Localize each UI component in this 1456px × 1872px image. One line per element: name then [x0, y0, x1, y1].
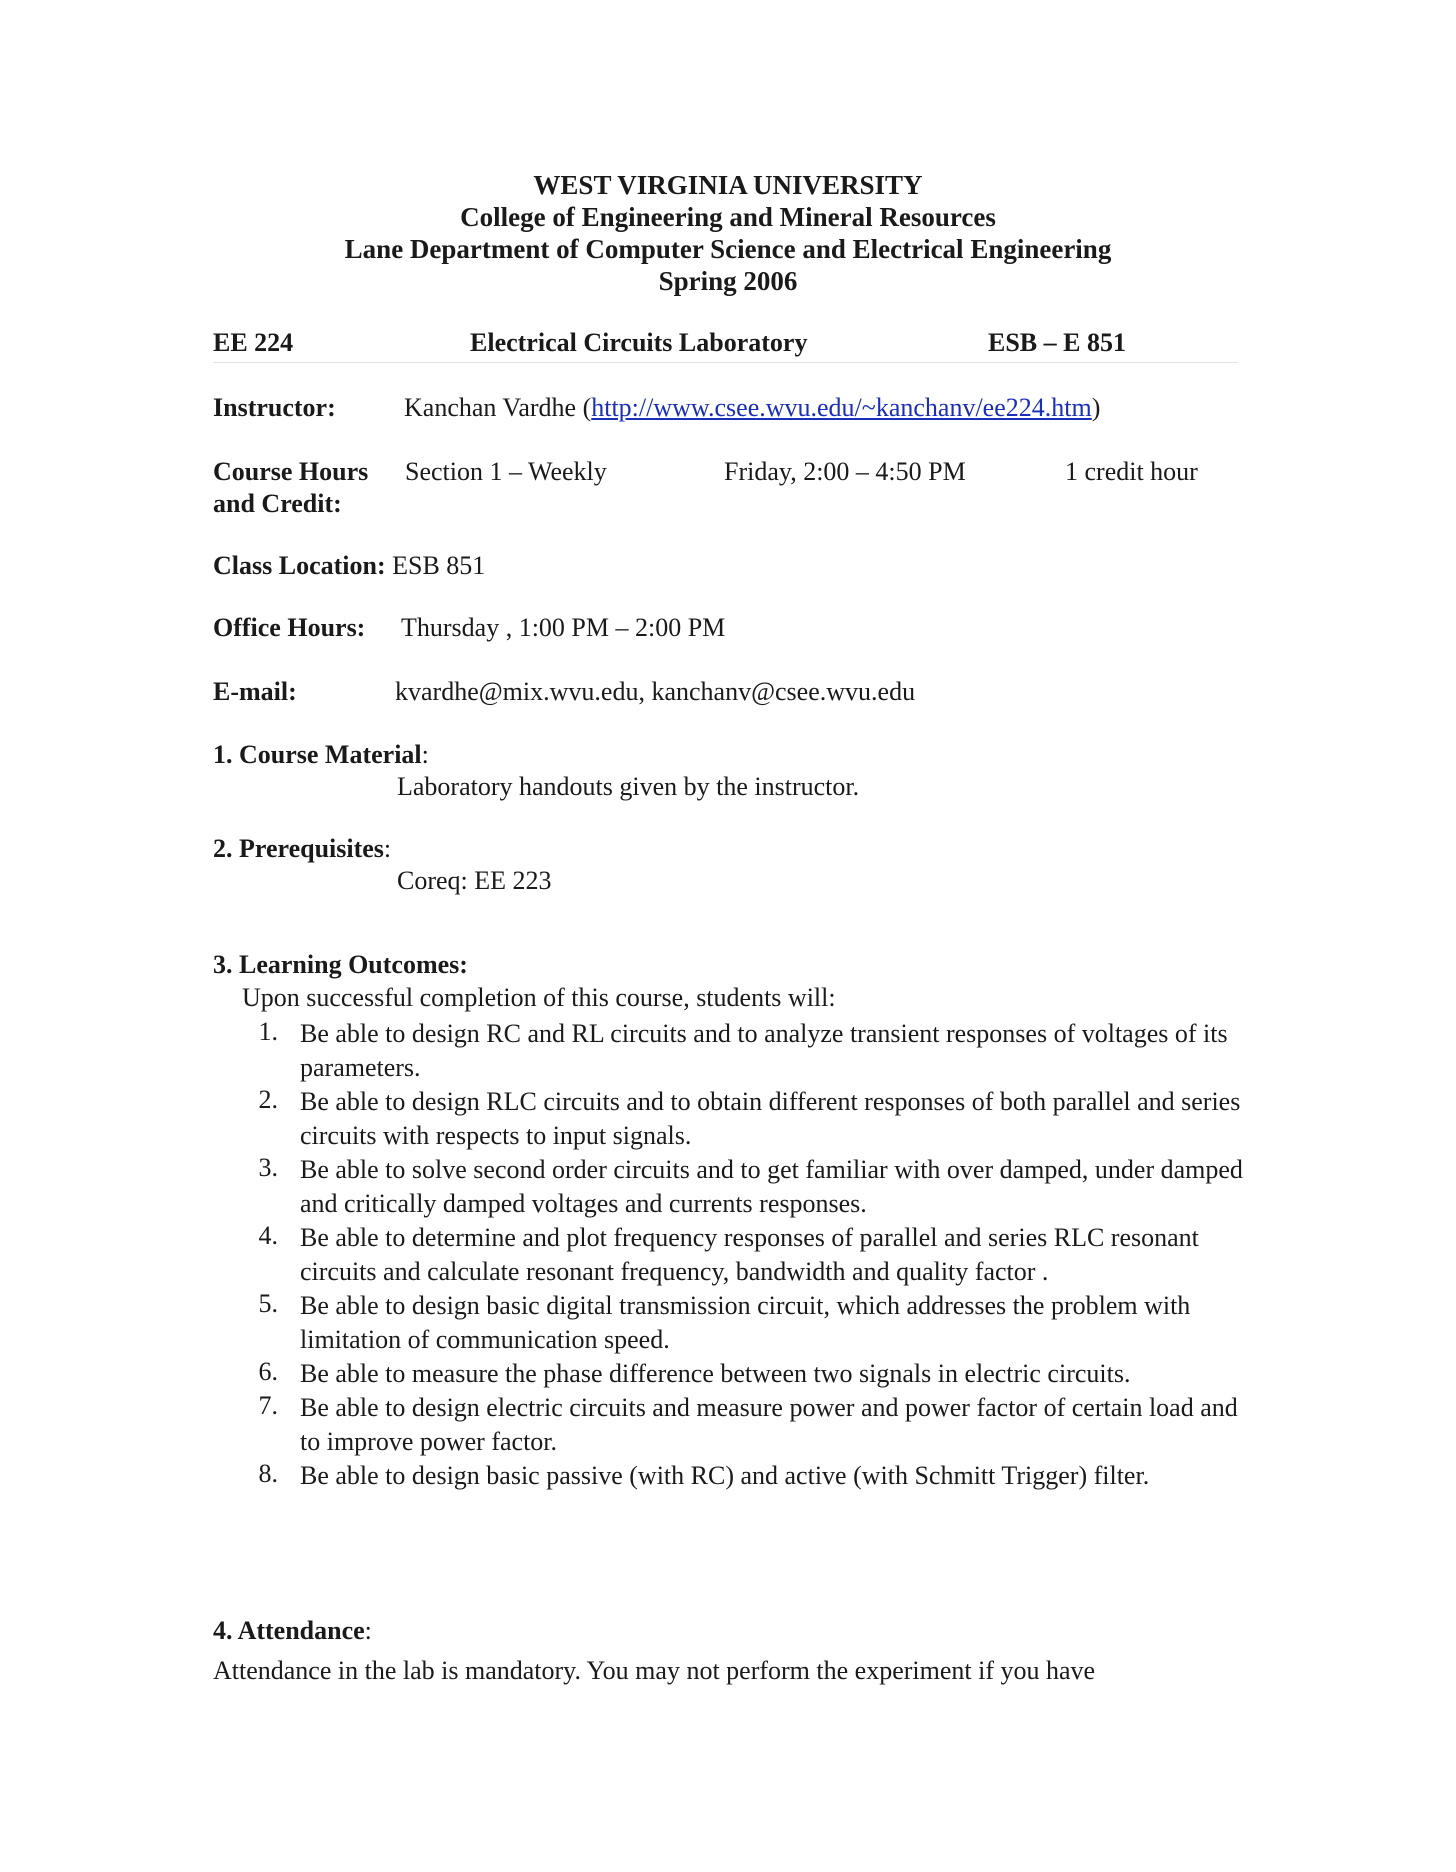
outcome-number: 1. [258, 1017, 278, 1046]
department-name: Lane Department of Computer Science and Electrical Engineering [344, 234, 1112, 264]
outcome-text: Be able to solve second order circuits and to get familiar with over damped, under damped and critically damped voltages and currents responses. [300, 1155, 1243, 1218]
course-room: ESB – E 851 [988, 328, 1126, 357]
outcome-text: Be able to design basic digital transmission circuit, which addresses the problem with limitation of communication speed. [300, 1291, 1191, 1354]
attendance-heading [213, 1616, 372, 1646]
term: Spring 2006 [658, 266, 798, 296]
email-label: E-mail: [213, 677, 297, 706]
outcome-text: Be able to design basic passive (with RC) and active (with Schmitt Trigger) filter. [300, 1461, 1150, 1490]
course-website-link[interactable]: http://www.csee.wvu.edu/~kanchanv/ee224.htm [591, 393, 1092, 422]
paren-open: ( [582, 393, 592, 422]
outcome-text: Be able to design RLC circuits and to obtain different responses of both parallel and series circuits with respects to input signals. [300, 1087, 1241, 1150]
section-info: Section 1 – Weekly [405, 457, 607, 486]
outcome-number: 2. [258, 1085, 278, 1114]
paren-close: ) [1091, 393, 1101, 422]
course-material-colon: : [421, 740, 429, 769]
outcome-text: Be able to determine and plot frequency responses of parallel and series RLC resonant circuits and calculate resonant frequency, bandwidth and quality factor . [300, 1223, 1199, 1286]
prerequisites-title: 2. Prerequisites [213, 834, 384, 863]
outcome-text: Be able to measure the phase difference between two signals in electric circuits. [300, 1359, 1131, 1388]
course-material-heading [213, 740, 429, 770]
outcome-number: 6. [258, 1357, 278, 1386]
course-material-text: Laboratory handouts given by the instructor. [397, 772, 860, 801]
course-hours-label: Course Hours [213, 457, 369, 486]
header-divider [213, 362, 1238, 363]
outcome-number: 7. [258, 1391, 278, 1420]
outcome-number: 8. [258, 1459, 278, 1488]
outcome-number: 4. [258, 1221, 278, 1250]
instructor-line [404, 393, 1100, 423]
prerequisites-heading [213, 834, 391, 864]
course-material-title: 1. Course Material [213, 740, 422, 769]
learning-outcomes-intro: Upon successful completion of this course, students will: [242, 983, 836, 1012]
outcome-text: Be able to design electric circuits and measure power and power factor of certain load and to improve power factor. [300, 1393, 1238, 1456]
class-location-value: ESB 851 [392, 551, 486, 580]
class-location-label: Class Location: [213, 551, 386, 580]
learning-outcomes-heading: 3. Learning Outcomes: [213, 950, 468, 979]
course-code: EE 224 [213, 328, 294, 357]
instructor-name: Kanchan Vardhe [404, 393, 577, 422]
outcome-number: 5. [258, 1289, 278, 1318]
prerequisites-colon: : [383, 834, 392, 863]
class-time: Friday, 2:00 – 4:50 PM [724, 457, 966, 486]
outcome-text: Be able to design RC and RL circuits and to analyze transient responses of voltages of its parameters. [300, 1019, 1228, 1082]
office-hours-label: Office Hours: [213, 613, 366, 642]
prerequisites-text: Coreq: EE 223 [397, 866, 552, 895]
outcome-number: 3. [258, 1153, 278, 1182]
class-location-line [213, 551, 485, 581]
course-title: Electrical Circuits Laboratory [470, 328, 808, 357]
university-name: WEST VIRGINIA UNIVERSITY [533, 170, 923, 200]
attendance-colon: : [364, 1616, 372, 1645]
credit-label: and Credit: [213, 489, 342, 518]
attendance-title: 4. Attendance [213, 1616, 365, 1645]
instructor-label: Instructor: [213, 393, 336, 422]
attendance-text: Attendance in the lab is mandatory. You may not perform the experiment if you have [213, 1656, 1096, 1685]
college-name: College of Engineering and Mineral Resources [460, 202, 996, 232]
email-value: kvardhe@mix.wvu.edu, kanchanv@csee.wvu.edu [395, 677, 916, 706]
credit-hours: 1 credit hour [1065, 457, 1198, 486]
office-hours-value: Thursday , 1:00 PM – 2:00 PM [401, 613, 726, 642]
